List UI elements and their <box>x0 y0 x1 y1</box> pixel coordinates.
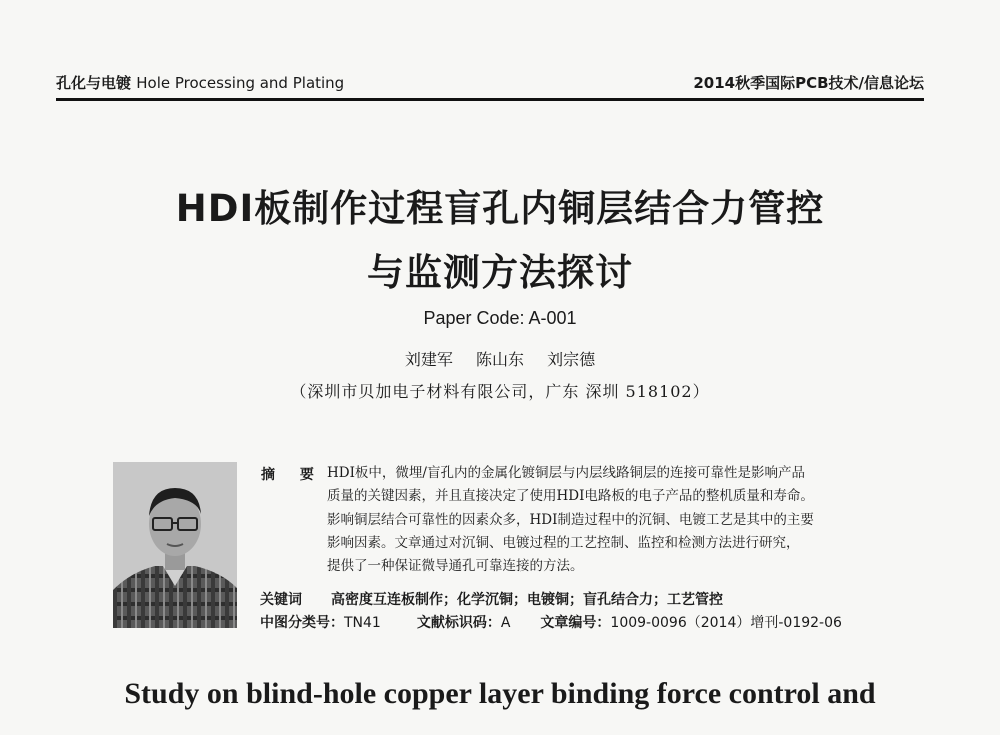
abstract-line: 影响铜层结合可靠性的因素众多，HDI制造过程中的沉铜、电镀工艺是其中的主要 <box>327 511 814 528</box>
classification-row <box>260 612 842 632</box>
doc-code-value: A <box>500 615 511 631</box>
paper-title-line-2: 与监测方法探讨 <box>367 251 633 294</box>
english-title: Study on blind-hole copper layer binding force control and <box>124 677 876 710</box>
abstract-line: 影响因素。文章通过对沉铜、电镀过程的工艺控制、监控和检测方法进行研究， <box>327 534 800 551</box>
abstract-text <box>327 462 927 578</box>
running-header <box>56 70 924 92</box>
article-number-value: 1009-0096（2014）增刊-0192-06 <box>610 615 842 631</box>
author-name: 刘宗德 <box>547 350 596 369</box>
author-name: 陈山东 <box>475 350 524 369</box>
forum-name: 2014秋季国际PCB技术/信息论坛 <box>693 74 924 92</box>
section-name-cn: 孔化与电镀 <box>56 74 132 92</box>
author-name: 刘建军 <box>404 350 453 369</box>
portrait-image <box>113 462 237 628</box>
author-list <box>0 347 1000 370</box>
abstract-line: 质量的关键因素，并且直接决定了使用HDI电路板的电子产品的整机质量和寿命。 <box>327 488 814 505</box>
section-name <box>56 72 344 93</box>
abstract-line: HDI板中，微埋/盲孔内的金属化镀铜层与内层线路铜层的连接可靠性是影响产品 <box>327 465 805 481</box>
affiliation: （深圳市贝加电子材料有限公司，广东 深圳 518102） <box>290 382 710 401</box>
paper-title-line-1: HDI板制作过程盲孔内铜层结合力管控 <box>175 187 825 230</box>
clc-label: 中图分类号： <box>260 615 344 631</box>
article-number-label: 文章编号： <box>540 615 611 631</box>
keywords-label: 关键词 <box>260 592 302 608</box>
header-rule <box>56 98 924 101</box>
paper-code: Paper Code: A-001 <box>423 308 577 328</box>
section-name-en: Hole Processing and Plating <box>136 74 345 92</box>
abstract-label: 摘 要 <box>261 467 324 483</box>
abstract-line: 提供了一种保证微导通孔可靠连接的方法。 <box>327 558 584 575</box>
clc-value: TN41 <box>344 615 381 631</box>
doc-code-label: 文献标识码： <box>416 615 501 631</box>
keywords-text: 高密度互连板制作；化学沉铜；电镀铜；盲孔结合力；工艺管控 <box>331 592 723 608</box>
author-photo <box>113 462 237 628</box>
